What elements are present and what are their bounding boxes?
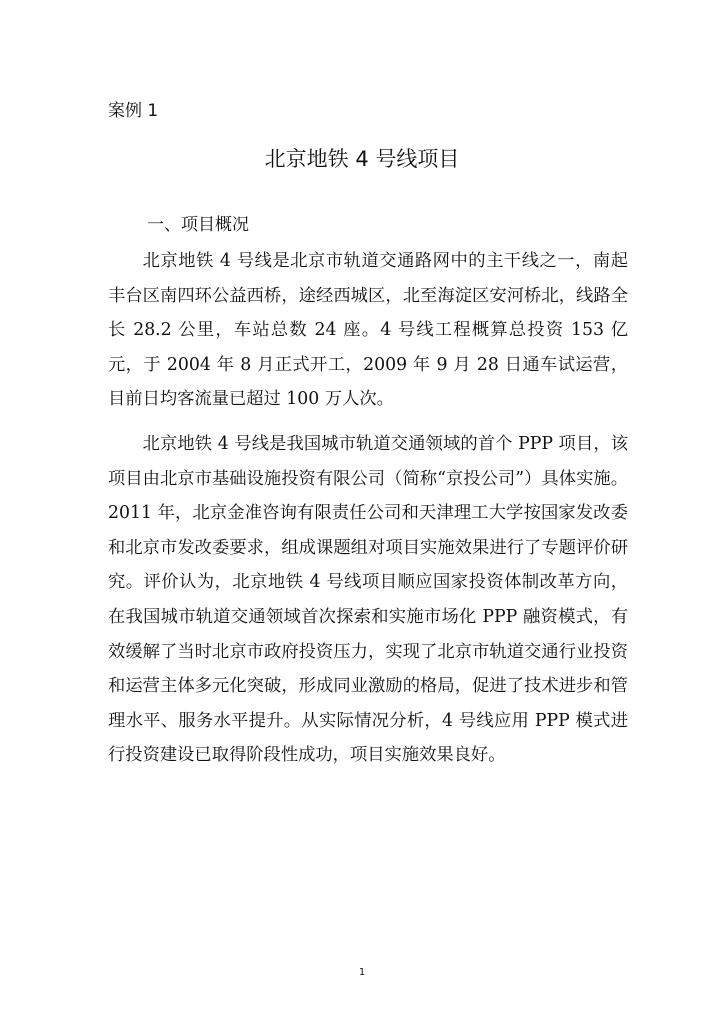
body-paragraph: 北京地铁 4 号线是我国城市轨道交通领域的首个 PPP 项目，该项目由北京市基础设施投资有限公司（简称“京投公司”）具体实施。2011 年，北京金准咨询有限责任公司和天津理工大学按国家发改委和北京市发改委要求，组成课题组对项目实施效果进行了专题评价研究。评价认为，北京地铁 4 号线项目顺应国家投资体制改革方向，在我国城市轨道交通领域首次探索和实施市场化 PPP 融资模式，有效缓解了当时北京市政府投资压力，实现了北京市轨道交通行业投资和运营主体多元化突破，形成同业激励的格局，促进了技术进步和管理水平、服务水平提升。从实际情况分析，4 号线应用 PPP 模式进行投资建设已取得阶段性成功，项目实施效果良好。: [108, 434, 628, 766]
document-title: 北京地铁 4 号线项目: [264, 147, 460, 171]
case-label: 案例 1: [108, 101, 159, 121]
section-heading: 一、项目概况: [147, 215, 249, 235]
page-number: 1: [358, 967, 366, 978]
body-paragraph: 北京地铁 4 号线是北京市轨道交通路网中的主干线之一，南起丰台区南四环公益西桥，途经西城区，北至海淀区安河桥北，线路全长 28.2 公里，车站总数 24 座。4 号线工程概算总投资 153 亿元，于 2004 年 8 月正式开工，2009 年 9 月 28 日通车试运营，目前日均客流量已超过 100 万人次。: [108, 251, 628, 410]
